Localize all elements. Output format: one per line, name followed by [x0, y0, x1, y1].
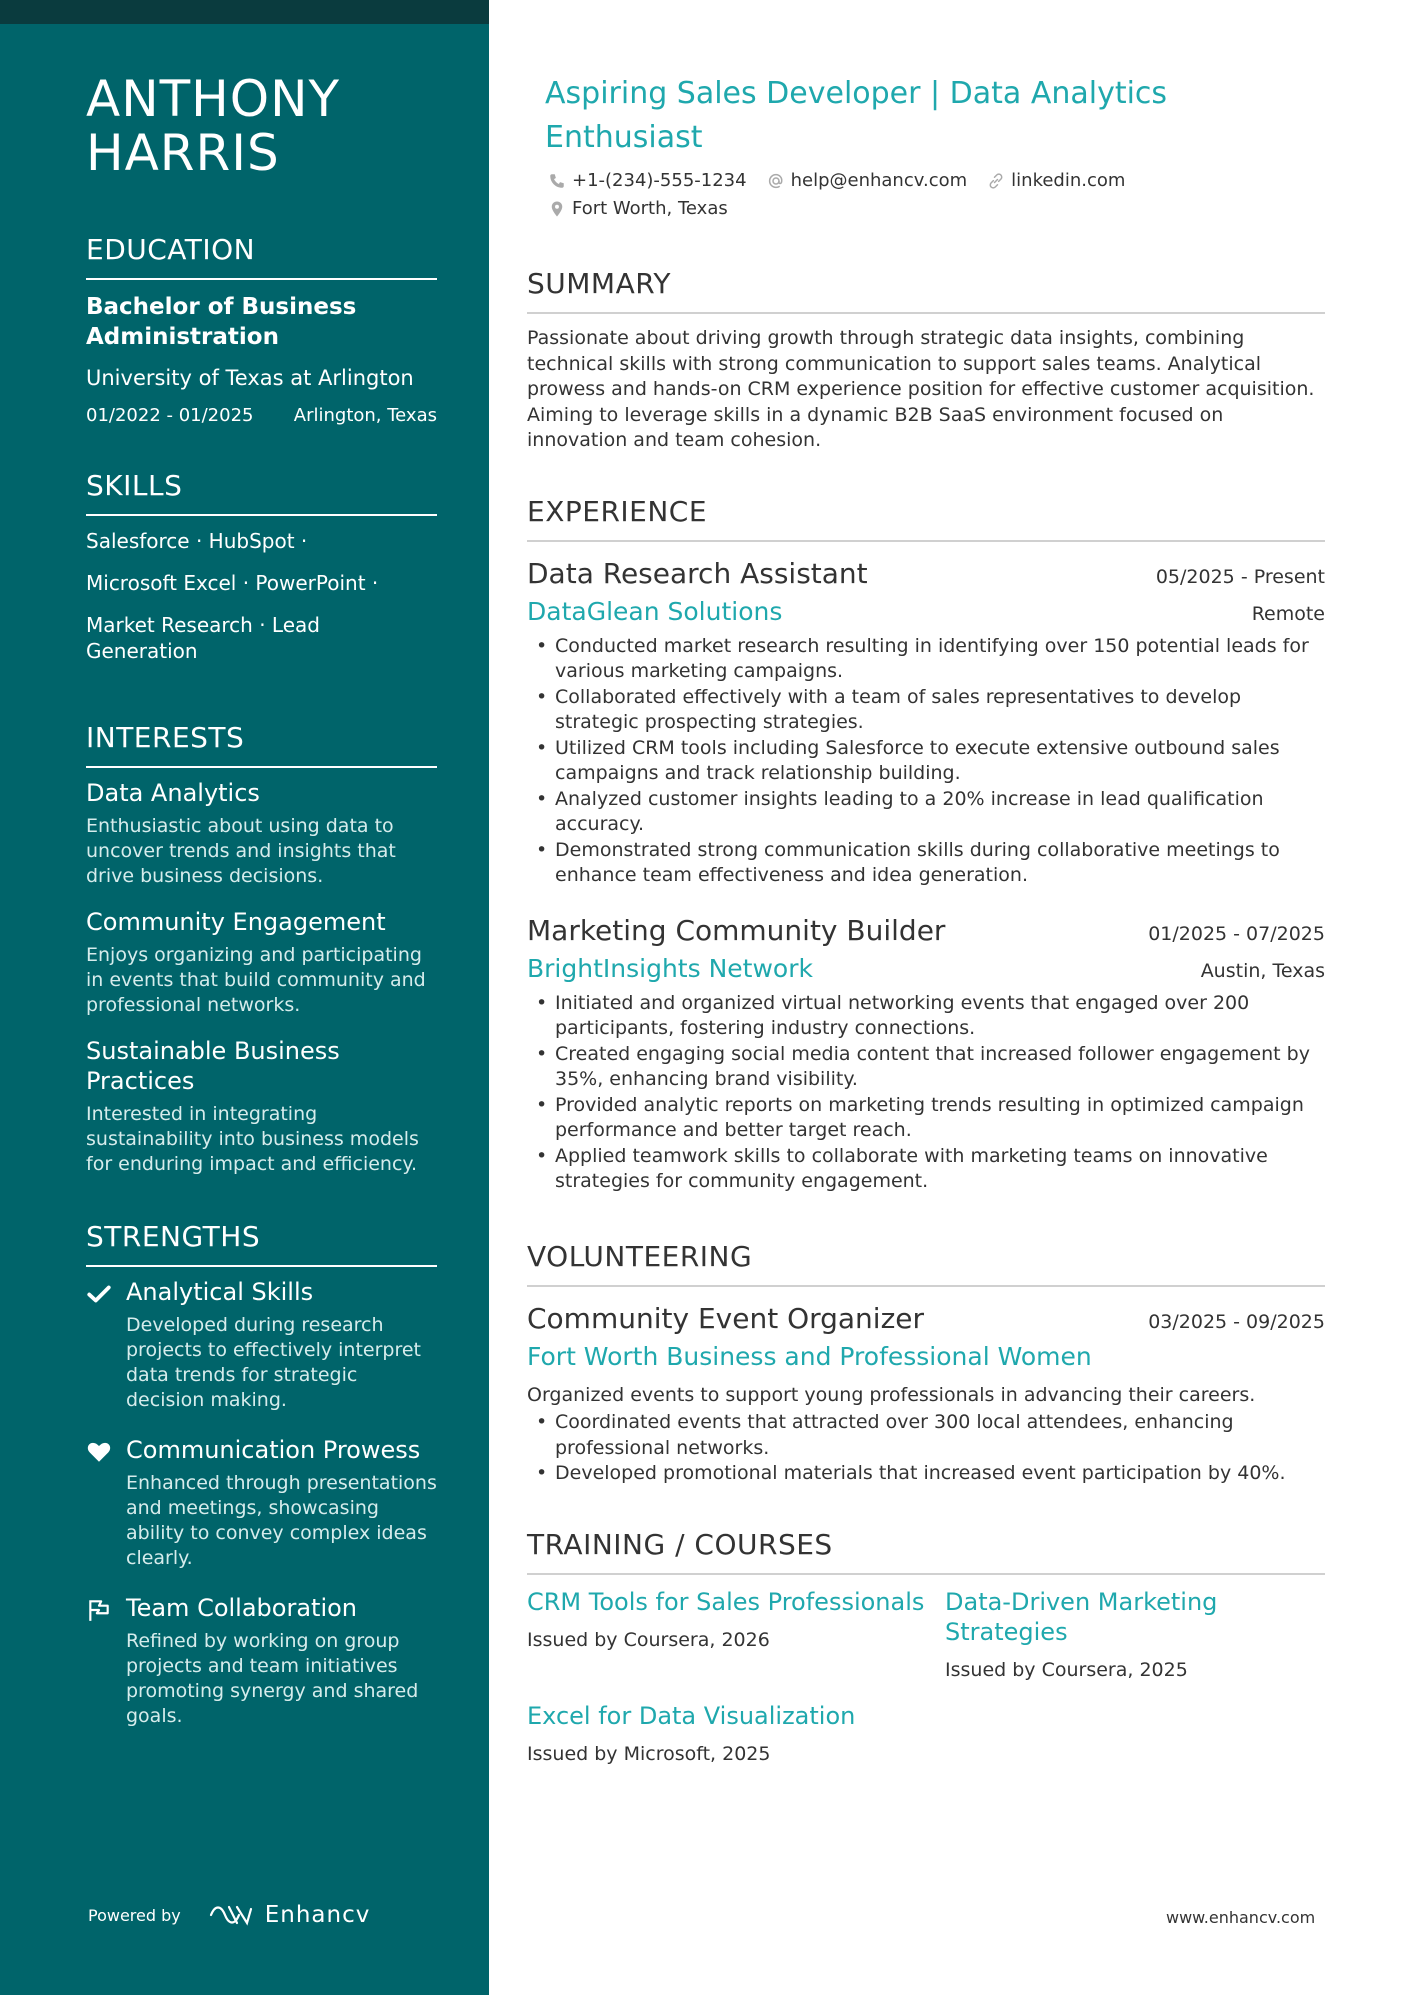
- summary-section: [527, 266, 1325, 454]
- location-text: Fort Worth, Texas: [572, 198, 728, 219]
- headline: Aspiring Sales Developer | Data Analytics Enthusiast: [545, 76, 1168, 155]
- course-item: [527, 1701, 945, 1767]
- volunteer-bullets: [527, 1410, 1325, 1487]
- powered-by-label: Powered by: [88, 1905, 181, 1925]
- interest-title: Community Engagement: [86, 908, 386, 936]
- sidebar: [0, 0, 489, 1995]
- volunteer-bullet: • Developed promotional materials that increased event participation by 40%.: [527, 1461, 1325, 1487]
- job-bullet: • Applied teamwork skills to collaborate with marketing teams on innovative strategies for community engagement.: [527, 1144, 1325, 1195]
- job-company: BrightInsights Network: [527, 953, 813, 983]
- check-icon: [86, 1281, 112, 1307]
- phone-contact[interactable]: [548, 168, 747, 194]
- location-pin-icon: [548, 200, 566, 218]
- volunteering-title: VOLUNTEERING: [527, 1239, 1325, 1287]
- flag-icon: [86, 1597, 112, 1623]
- strengths-title: STRENGTHS: [86, 1219, 437, 1267]
- course-item: [945, 1587, 1325, 1683]
- volunteer-entry: [527, 1301, 1325, 1487]
- strengths-section: [86, 1219, 437, 1729]
- education-meta: [86, 404, 437, 428]
- summary-title: SUMMARY: [527, 266, 1325, 314]
- job-dates: 05/2025 - Present: [1155, 565, 1325, 588]
- volunteer-desc: Organized events to support young professionals in advancing their careers.: [527, 1383, 1256, 1406]
- education-title: EDUCATION: [86, 232, 437, 280]
- job-title: Marketing Community Builder: [527, 913, 946, 947]
- interest-desc: Enthusiastic about using data to uncover trends and insights that drive business decisions.: [86, 815, 396, 887]
- job-bullets: [527, 991, 1325, 1195]
- enhancv-logo[interactable]: [207, 1902, 371, 1928]
- interest-desc: Interested in integrating sustainability into business models for enduring impact and efficiency.: [86, 1103, 419, 1175]
- volunteer-bullet: • Coordinated events that attracted over 300 local attendees, enhancing professional networks.: [527, 1410, 1325, 1461]
- email-text: help@enhancv.com: [790, 170, 968, 191]
- strength-item: [86, 1277, 437, 1413]
- name-line-1: ANTHONY: [86, 70, 341, 128]
- education-school: University of Texas at Arlington: [86, 366, 414, 390]
- job-location: Austin, Texas: [1200, 959, 1325, 982]
- strength-title: Team Collaboration: [126, 1594, 358, 1622]
- strength-title: Communication Prowess: [126, 1436, 421, 1464]
- courses-grid: [527, 1587, 1325, 1767]
- experience-section: [527, 494, 1325, 1195]
- volunteering-section: [527, 1239, 1325, 1487]
- job-bullet: • Collaborated effectively with a team of sales representatives to develop strategic prospecting strategies.: [527, 685, 1325, 736]
- interest-title: Sustainable Business Practices: [86, 1037, 340, 1095]
- skill-line: Microsoft Excel · PowerPoint ·: [86, 571, 379, 595]
- education-location: Arlington, Texas: [293, 405, 437, 426]
- skill-line: Salesforce · HubSpot ·: [86, 529, 308, 553]
- strength-desc: Enhanced through presentations and meetings, showcasing ability to convey complex ideas clearly.: [126, 1472, 437, 1569]
- job-title: Data Research Assistant: [527, 556, 868, 590]
- strength-title: Analytical Skills: [126, 1278, 314, 1306]
- interest-item: [86, 1036, 437, 1177]
- interests-section: [86, 720, 437, 1177]
- job-company: DataGlean Solutions: [527, 596, 783, 626]
- course-title: Excel for Data Visualization: [527, 1701, 856, 1730]
- email-contact[interactable]: [767, 168, 968, 194]
- skills-section: [86, 468, 437, 664]
- job-bullet: • Created engaging social media content that increased follower engagement by 35%, enhancing brand visibility.: [527, 1042, 1325, 1093]
- training-title: TRAINING / COURSES: [527, 1527, 1325, 1575]
- skills-list: [86, 528, 437, 664]
- volunteer-role: Community Event Organizer: [527, 1301, 925, 1335]
- course-issuer: Issued by Microsoft, 2025: [527, 1742, 771, 1765]
- job-bullet: • Conducted market research resulting in identifying over 150 potential leads for various marketing campaigns.: [527, 634, 1325, 685]
- course-issuer: Issued by Coursera, 2025: [945, 1658, 1188, 1681]
- job-dates: 01/2025 - 07/2025: [1148, 922, 1325, 945]
- job-bullet: • Analyzed customer insights leading to a 20% increase in lead qualification accuracy.: [527, 787, 1325, 838]
- heart-icon: [86, 1439, 112, 1465]
- enhancv-logo-text: Enhancv: [264, 1902, 371, 1928]
- training-section: [527, 1527, 1325, 1767]
- education-dates: 01/2022 - 01/2025: [86, 405, 254, 426]
- location-contact: [548, 196, 728, 222]
- job-entry: [527, 913, 1325, 1195]
- strength-desc: Refined by working on group projects and team initiatives promoting synergy and shared goals.: [126, 1630, 419, 1727]
- main-content: [527, 72, 1325, 1767]
- summary-text: Passionate about driving growth through strategic data insights, combining technical skills with strong communication to support sales teams. Analytical prowess and hands-on CRM experience position for effective customer acquisition. Aiming to leverage skills in a dynamic B2B SaaS environment focused on innovation and team cohesion.: [527, 327, 1315, 451]
- volunteer-org: Fort Worth Business and Professional Women: [527, 1341, 1092, 1371]
- enhancv-logo-icon: [207, 1903, 255, 1927]
- skill-line: Market Research · Lead Generation: [86, 613, 320, 663]
- powered-by: [88, 1902, 370, 1928]
- strength-desc: Developed during research projects to effectively interpret data trends for strategic decision making.: [126, 1314, 422, 1411]
- education-degree: Bachelor of Business Administration: [86, 294, 357, 350]
- job-entry: [527, 556, 1325, 889]
- course-item: [527, 1587, 945, 1683]
- link-text: linkedin.com: [1011, 170, 1126, 191]
- phone-text: +1-(234)-555-1234: [572, 170, 747, 191]
- name-line-2: HARRIS: [86, 124, 280, 182]
- experience-title: EXPERIENCE: [527, 494, 1325, 542]
- contact-info: [548, 168, 1325, 222]
- job-bullet: • Provided analytic reports on marketing trends resulting in optimized campaign performance and better target reach.: [527, 1093, 1325, 1144]
- interest-item: [86, 907, 437, 1018]
- phone-icon: [548, 172, 566, 190]
- link-contact[interactable]: [987, 168, 1125, 194]
- course-title: Data-Driven Marketing Strategies: [945, 1587, 1218, 1646]
- strength-item: [86, 1435, 437, 1571]
- job-bullet: • Demonstrated strong communication skills during collaborative meetings to enhance team effectiveness and idea generation.: [527, 838, 1325, 889]
- link-icon: [987, 172, 1005, 190]
- interests-title: INTERESTS: [86, 720, 437, 768]
- job-bullet: • Utilized CRM tools including Salesforce to execute extensive outbound sales campaigns and track relationship building.: [527, 736, 1325, 787]
- sidebar-top-bar: [0, 0, 489, 24]
- strength-item: [86, 1593, 437, 1729]
- interest-desc: Enjoys organizing and participating in events that build community and professional networks.: [86, 944, 426, 1016]
- volunteer-dates: 03/2025 - 09/2025: [1148, 1310, 1325, 1333]
- education-section: [86, 232, 437, 428]
- at-icon: [767, 172, 785, 190]
- interest-title: Data Analytics: [86, 779, 260, 807]
- interest-item: [86, 778, 437, 889]
- course-title: CRM Tools for Sales Professionals: [527, 1587, 925, 1616]
- course-issuer: Issued by Coursera, 2026: [527, 1628, 770, 1651]
- job-bullet: • Initiated and organized virtual networking events that engaged over 200 participants, fostering industry connections.: [527, 991, 1325, 1042]
- job-bullets: [527, 634, 1325, 889]
- skills-title: SKILLS: [86, 468, 437, 516]
- website-link[interactable]: www.enhancv.com: [1166, 1908, 1316, 1927]
- job-location: Remote: [1251, 602, 1325, 625]
- candidate-name: [86, 72, 437, 180]
